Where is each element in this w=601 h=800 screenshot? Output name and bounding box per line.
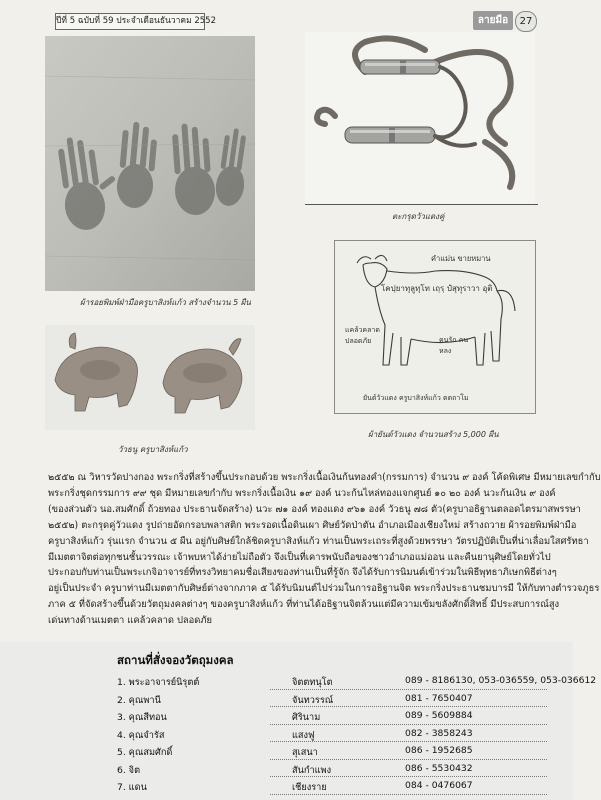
contact-phone: 084 - 0476067: [405, 780, 473, 791]
contacts-list: [117, 673, 597, 796]
contact-name: 1. พระอาจารย์นิรุตต์: [117, 677, 200, 688]
contact-surname: เชียงราย: [292, 782, 327, 793]
contact-name: 7. แดน: [117, 782, 147, 793]
contact-row: [117, 691, 547, 709]
contact-row: [117, 778, 547, 796]
contact-name: 4. คุณจำรัส: [117, 729, 165, 741]
caption-rule: [305, 204, 538, 205]
page-number: 27: [515, 11, 537, 32]
contact-name: 2. คุณพานี: [117, 694, 161, 706]
contact-name: 5. คุณสมศักดิ์: [117, 747, 173, 758]
contacts-title: สถานที่สั่งจองวัตถุมงคล: [117, 653, 234, 667]
contact-row: [117, 726, 547, 744]
article-line: ๒๕๕๒) ตะกรุดคู่วัวแดง รูปถ่ายอัดกรอบพลาสติก พระรอดเนื้อดินเผา ศิษย์วัดป่าตัน อำเภอเมืองเชียงใหม่ สร้างถวาย ผ้ารอยพิมพ์ฝ่ามือ: [48, 519, 577, 531]
yantra-right-text: คนรัก คนหลง: [439, 336, 469, 355]
handprint-cloth-image: [45, 36, 255, 291]
contact-surname: จิตตทนุโต: [292, 677, 333, 688]
yantra-left-text: แคล้วคลาด ปลอดภัย: [345, 326, 380, 345]
contact-phone: 089 - 5609884: [405, 710, 473, 721]
contact-surname: สันกำแพง: [292, 764, 332, 776]
yantra-bottom-text: ยันต์วัวแดง ครูบาสิงห์แก้ว ตตถาโม: [363, 394, 469, 402]
issue-header: ปีที่ 5 ฉบับที่ 59 ประจำเดือนธันวาคม 2552: [55, 13, 205, 30]
contact-surname: ศิรินาม: [292, 712, 321, 723]
article-line: มีเมตตาจิตต่อทุกชนชั้นวรรณะ เจ้าพบหาได้ง่ายไม่ถือตัว จึงเป็นที่เคารพนับถือของชาวอำเภอแม่ออน และคืนยานุศิษย์โดยทั่วไป: [48, 551, 551, 563]
contact-phone: 089 - 8186130, 053-036559, 053-036612: [405, 675, 597, 686]
contact-name: 3. คุณสีทอน: [117, 712, 167, 723]
article-body: [48, 470, 601, 629]
takrut-photo: [305, 32, 535, 204]
handprint-cloth-photo: [45, 36, 255, 291]
article-line: ภาค ๕ ที่จัดสร้างขึ้นด้วยวัตถุมงคลต่างๆ ของครูบาสิงห์แก้ว ที่ท่านได้อธิฐานจิตล้วนแต่มีความเข้มขลังศักดิ์สิทธิ์ มีประสบการณ์สูง: [48, 599, 560, 611]
contact-phone: 082 - 3858243: [405, 727, 473, 739]
magazine-logo: ลายมือ: [473, 11, 513, 30]
contact-phone: 086 - 5530432: [405, 762, 473, 774]
yantra-caption: ผ้ายันต์วัวแดง จำนวนสร้าง 5,000 ผืน: [368, 430, 499, 439]
article-line: ครูบาสิงห์แก้ว รุ่นแรก จำนวน ๕ ผืน อยู่กับศิษย์ใกล้ชิดครูบาสิงห์แก้ว ท่านเป็นพระเถระที่สูงด้วยพรรษา วัตรปฏิบัติเป็นที่น่าเลื่อมใสศรัทธา: [48, 535, 589, 547]
takrut-caption: ตะกรุดวัวแดงคู่: [392, 212, 445, 221]
contact-row: [117, 673, 597, 691]
contact-surname: สุเสนา: [292, 747, 318, 758]
article-line: พระกริ่งชุดกรรมการ ๙๙ ชุด มีหมายเลขกำกับ พระกริ่งเนื้อเงิน ๑๙ องค์ นวะก้นไหล่ทองแจกศูนย์ ๑๐ ๒๐ องค์ นวะก้นเงิน ๙ องค์: [48, 487, 556, 499]
article-line: ประกอบกับท่านเป็นพระเกจิอาจารย์ที่ทรงวิทยาคมชื่อเสียงของท่านเป็นที่รู้จัก จึงได้รับการนิมนต์เข้าร่วมในพิธีพุทธาภิเษกพิธีต่างๆ: [48, 567, 557, 579]
contact-name: 6. จิต: [117, 764, 141, 776]
article-line: (ของส่วนตัว นอ.สมศักดิ์ ถ้วยทอง ประธานจัดสร้าง) นวะ ๗๑ องค์ ทองแดง ๙๖๑ องค์ วัวธนู ๗๘ ตัว(ครูบาอธิฐานตลอดไตรมาสพรรษา: [48, 503, 581, 515]
yantra-cloth: [334, 240, 536, 414]
cloth-caption: ผ้ารอยพิมพ์ฝ่ามือครูบาสิงห์แก้ว สร้างจำนวน 5 ผืน: [80, 298, 251, 307]
buffalo-amulet-image: [45, 325, 255, 430]
takrut-image: [305, 32, 535, 204]
contact-surname: จันทวรรณ์: [292, 694, 334, 706]
contact-phone: 086 - 1952685: [405, 745, 473, 756]
contact-row: [117, 708, 547, 726]
contact-surname: แสงฟู: [292, 729, 315, 741]
buffalo-amulet-photo: [45, 325, 255, 430]
article-line: เด่นทางด้านเมตตา แคล้วคลาด ปลอดภัย: [48, 615, 213, 627]
contact-phone: 081 - 7650407: [405, 692, 473, 704]
yantra-top-text: คำแม่น ขายหมาน: [431, 254, 491, 263]
buffalo-caption: วัวธนู ครูบาสิงห์แก้ว: [118, 445, 188, 454]
article-line: ๒๕๕๒ ณ วิหารวัดปางกอง พระกริ่งที่สร้างขึ้นประกอบด้วย พระกริ่งเนื้อเงินก้นทองคำ(กรรมการ) จำนวน ๙ องค์ โค้ดพิเศษ มีหมายเลขกำกับ: [48, 472, 601, 483]
contact-row: [117, 743, 547, 761]
contact-row: [117, 761, 547, 779]
article-line: อยู่เป็นประจำ ครูบาท่านมีเมตตากับศิษย์ต่างจากภาค ๕ ได้รับนิมนต์ไปร่วมในการอธิฐานจิต พระกริ่งประธานชมบารมี ให้กับทางตำรวจภูธร: [48, 583, 600, 595]
yantra-inscription: โคปฺยาทุลูทุโท เถฺรฺ ปํสุทฺฺราวา อุติ: [381, 284, 493, 293]
